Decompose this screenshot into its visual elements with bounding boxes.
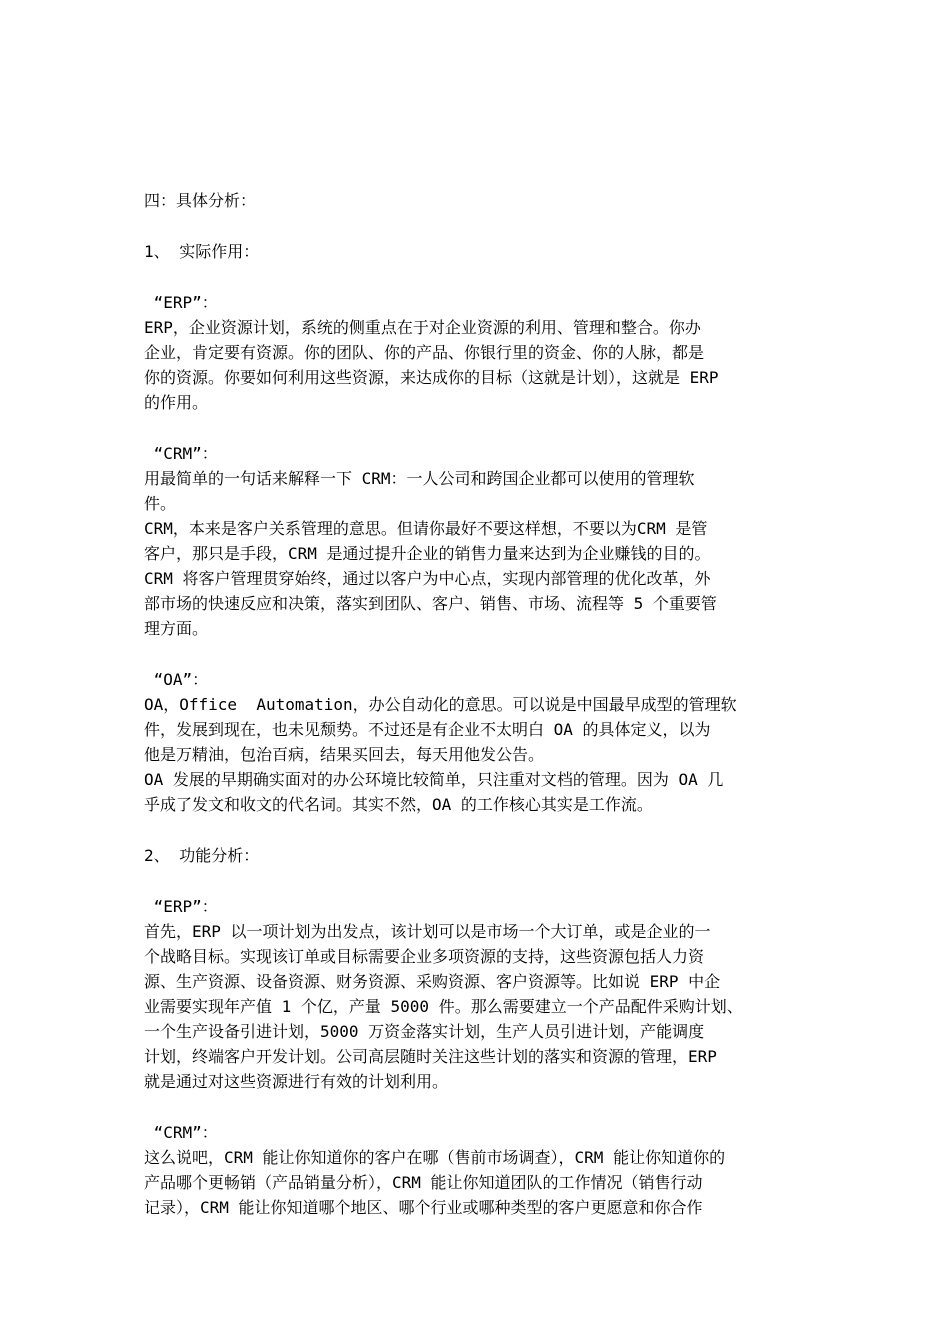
paragraph-line: 计划，终端客户开发计划。公司高层随时关注这些计划的落实和资源的管理，ERP	[144, 1047, 717, 1066]
spacer	[144, 641, 812, 667]
paragraph-line: 首先，ERP 以一项计划为出发点，该计划可以是市场一个大订单，或是企业的一	[144, 922, 711, 941]
section1-title: 1、 实际作用：	[144, 242, 260, 261]
erp-label: “ERP”：	[144, 897, 218, 916]
section-heading: 四：具体分析：	[144, 191, 257, 210]
paragraph-line: 件。	[144, 494, 177, 513]
paragraph-line: 理方面。	[144, 619, 209, 638]
spacer	[144, 264, 812, 290]
erp-label: “ERP”：	[144, 293, 218, 312]
paragraph-line: 你的资源。你要如何利用这些资源，来达成你的目标（这就是计划），这就是 ERP	[144, 368, 719, 387]
spacer	[144, 213, 812, 239]
spacer	[144, 817, 812, 843]
paragraph-line: 一个生产设备引进计划，5000 万资金落实计划，生产人员引进计划，产能调度	[144, 1022, 705, 1041]
paragraph-line: CRM 将客户管理贯穿始终，通过以客户为中心点，实现内部管理的优化改革，外	[144, 569, 711, 588]
paragraph-line: 他是万精油，包治百病，结果买回去，每天用他发公告。	[144, 745, 545, 764]
paragraph-line: 乎成了发文和收文的代名词。其实不然，OA 的工作核心其实是工作流。	[144, 795, 653, 814]
paragraph-line: 用最简单的一句话来解释一下 CRM：一人公司和跨国企业都可以使用的管理软	[144, 469, 695, 488]
paragraph-line: 件，发展到现在，也未见颓势。不过还是有企业不太明白 OA 的具体定义，以为	[144, 720, 711, 739]
paragraph-line: 部市场的快速反应和决策，落实到团队、客户、销售、市场、流程等 5 个重要管	[144, 594, 717, 613]
paragraph-line: 产品哪个更畅销（产品销量分析），CRM 能让你知道团队的工作情况（销售行动	[144, 1173, 703, 1192]
oa-label: “OA”：	[144, 670, 209, 689]
spacer	[144, 415, 812, 441]
spacer	[144, 1094, 812, 1120]
paragraph-line: 企业，肯定要有资源。你的团队、你的产品、你银行里的资金、你的人脉，都是	[144, 343, 705, 362]
paragraph-line: 的作用。	[144, 393, 209, 412]
paragraph-line: 客户，那只是手段，CRM 是通过提升企业的销售力量来达到为企业赚钱的目的。	[144, 544, 711, 563]
crm-label: “CRM”：	[144, 444, 218, 463]
paragraph-line: 就是通过对这些资源进行有效的计划利用。	[144, 1072, 449, 1091]
paragraph-line: 个战略目标。实现该订单或目标需要企业多项资源的支持，这些资源包括人力资	[144, 947, 705, 966]
paragraph-line: OA 发展的早期确实面对的办公环境比较简单，只注重对文档的管理。因为 OA 几	[144, 770, 724, 789]
paragraph-line: 源、生产资源、设备资源、财务资源、采购资源、客户资源等。比如说 ERP 中企	[144, 972, 721, 991]
paragraph-line: 这么说吧，CRM 能让你知道你的客户在哪（售前市场调查），CRM 能让你知道你的	[144, 1148, 726, 1167]
paragraph-line: ERP，企业资源计划，系统的侧重点在于对企业资源的利用、管理和整合。你办	[144, 318, 701, 337]
paragraph-line: OA，Office Automation，办公自动化的意思。可以说是中国最早成型的管理软	[144, 695, 737, 714]
paragraph-line: 记录），CRM 能让你知道哪个地区、哪个行业或哪种类型的客户更愿意和你合作	[144, 1198, 703, 1217]
section2-title: 2、 功能分析：	[144, 846, 260, 865]
document-body	[144, 188, 812, 1220]
paragraph-line: CRM，本来是客户关系管理的意思。但请你最好不要这样想，不要以为CRM 是管	[144, 519, 708, 538]
spacer	[144, 868, 812, 894]
paragraph-line: 业需要实现年产值 1 个亿，产量 5000 件。那么需要建立一个产品配件采购计划、	[144, 997, 743, 1016]
crm-label: “CRM”：	[144, 1123, 218, 1142]
